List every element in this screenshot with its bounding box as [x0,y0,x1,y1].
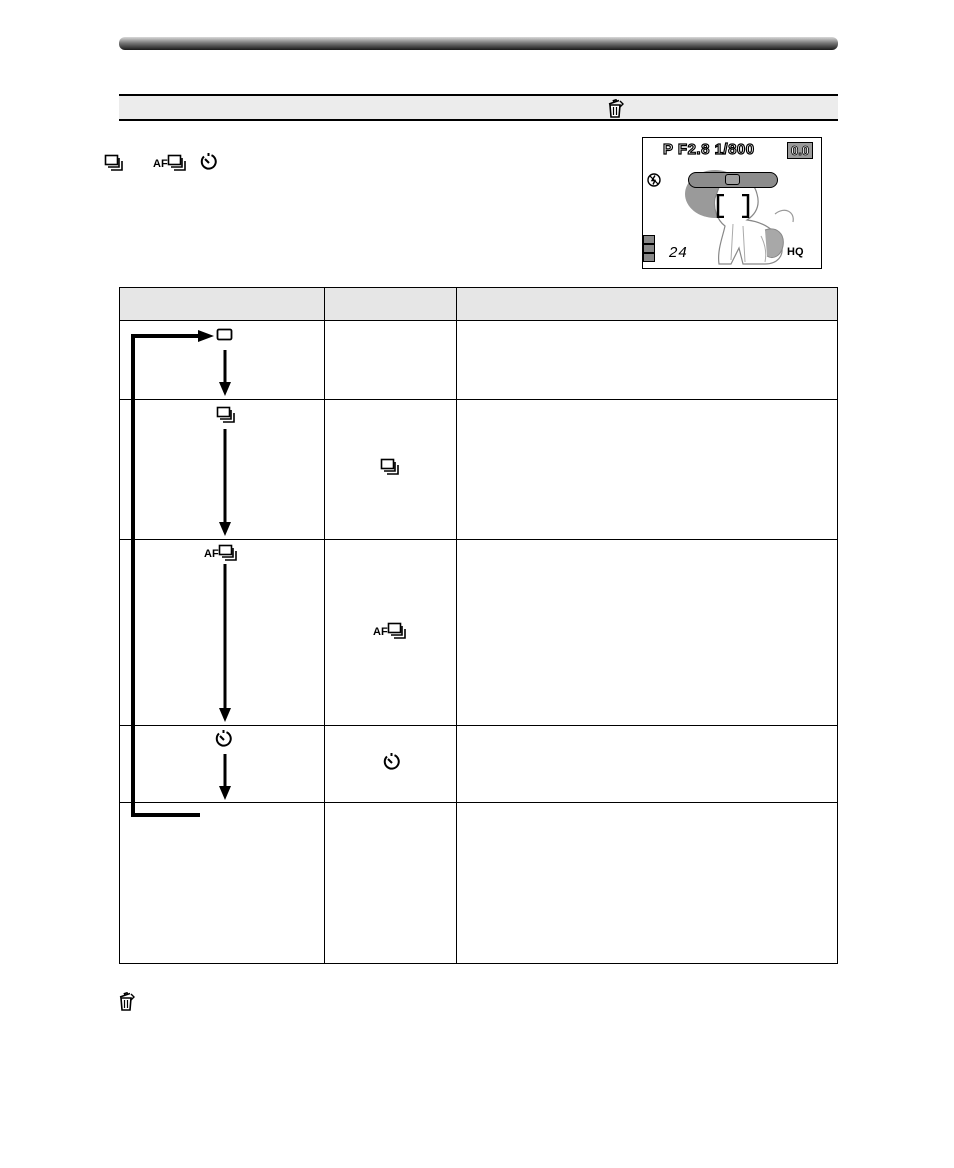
section-header-band [119,94,838,121]
self-timer-icon [214,729,234,754]
battery-level-icon [643,235,654,261]
mode-cycle-arrows [120,288,325,963]
lcd-exposure-readout: P F2.8 1/800 [663,141,755,158]
single-frame-icon [216,328,234,347]
self-timer-icon [199,152,219,177]
af-sequential-indicator-icon [373,622,409,645]
af-sequential-shooting-icon [153,154,189,177]
drive-mode-table [119,287,838,964]
svg-text:AF: AF [373,626,388,638]
sequential-indicator-icon [380,458,402,481]
svg-text:AF: AF [153,158,168,170]
sequential-shooting-icon [104,154,126,177]
single-frame-drive-icon [725,174,740,185]
table-column-rule [456,288,457,963]
lcd-exposure-compensation: 0.0 [787,142,813,159]
trash-erase-button-icon [118,992,136,1017]
lcd-frames-remaining: 24 [669,244,688,261]
af-target-mark-icon [716,194,750,218]
svg-text:AF: AF [204,548,219,560]
top-decorative-bar [119,37,838,50]
trash-erase-button-icon [607,99,625,124]
lcd-monitor-preview [642,137,822,269]
flash-off-icon [647,173,661,187]
drive-mode-pill [688,172,778,188]
lcd-record-quality: HQ [787,246,804,258]
self-timer-indicator-icon [382,752,402,777]
sequential-shooting-icon [216,406,238,429]
af-sequential-shooting-icon [204,544,240,567]
